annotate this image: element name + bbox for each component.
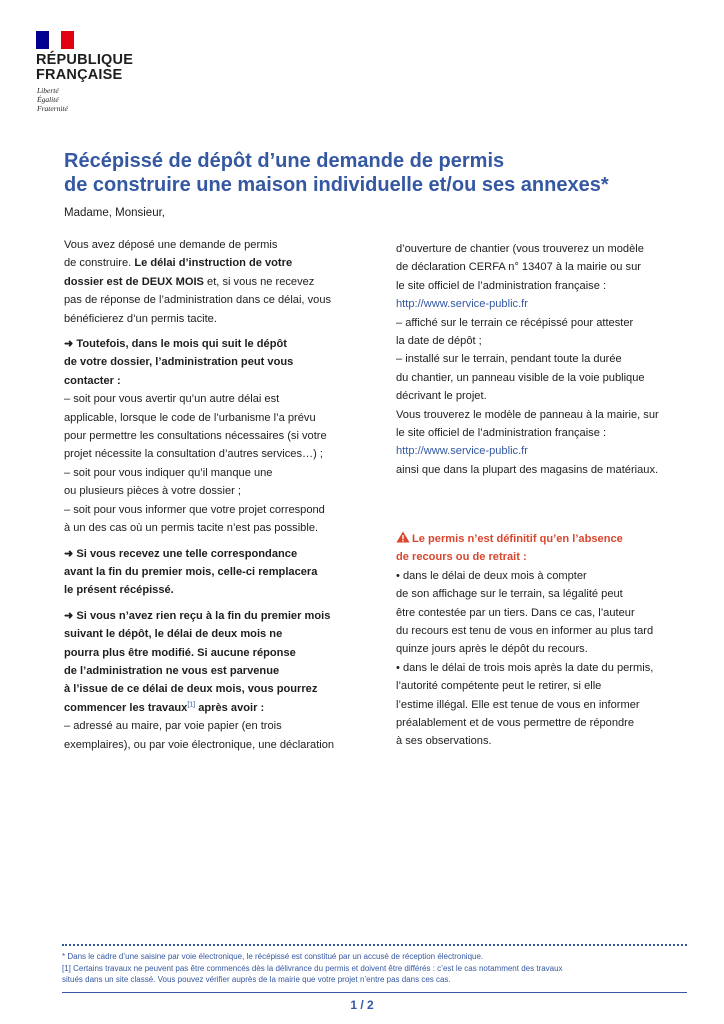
text-line: le site officiel de l’administration française : (396, 279, 607, 292)
list-line: – adressé au maire, par voie papier (en trois (64, 720, 282, 733)
text-line: préalablement et de vous permettre de répondre (396, 717, 635, 730)
section-heading: contacter : (64, 374, 121, 387)
section-heading: de votre dossier, l’administration peut vous (64, 356, 294, 369)
list-line: – soit pour vous avertir qu’un autre délai est (64, 393, 280, 406)
text-line: quinze jours après le dépôt du recours. (396, 643, 588, 656)
section-heading: avant la fin du premier mois, celle-ci remplacera (64, 565, 318, 578)
section-heading: commencer les travaux[1] après avoir : (64, 701, 265, 714)
intro-line: de construire. Le délai d’instruction de votre (64, 257, 293, 270)
salutation: Madame, Monsieur, (64, 207, 165, 219)
list-line: exemplaires), ou par voie électronique, une déclaration (64, 738, 335, 751)
footnotes (62, 951, 692, 986)
intro-line: dossier est de DEUX MOIS et, si vous ne recevez (64, 275, 315, 288)
footnote-electronic: * Dans le cadre d’une saisine par voie électronique, le récépissé est constitué par un accusé de réception électronique. (62, 952, 484, 961)
two-months-text: dossier est de DEUX MOIS (64, 275, 204, 288)
footnote-1-cont: situés dans un site classé. Vous pouvez vérifier auprès de la mairie que votre projet n’entre pas dans ces cas. (62, 975, 451, 984)
motto-fraternite: Fraternité (37, 104, 68, 113)
page-title (64, 149, 684, 197)
footer-line (62, 992, 687, 993)
section-heading: le présent récépissé. (64, 584, 174, 597)
text-line: le site officiel de l’administration française : (396, 427, 607, 440)
text-line: du chantier, un panneau visible de la voie publique (396, 371, 645, 384)
list-line: – soit pour vous informer que votre projet correspond (64, 503, 325, 516)
section-heading: ➜ Si vous n’avez rien reçu à la fin du premier mois (64, 609, 331, 622)
section-heading: ➜ Si vous recevez une telle correspondance (64, 547, 298, 560)
text-line: – installé sur le terrain, pendant toute la durée (396, 353, 622, 366)
text-line: du recours est tenu de vous en informer au plus tard (396, 625, 654, 638)
section-heading: ➜ Toutefois, dans le mois qui suit le dépôt (64, 338, 287, 351)
republique-francaise-flag (36, 31, 74, 49)
text-line: de déclaration CERFA n° 13407 à la mairie ou sur (396, 261, 641, 274)
text-line: d’ouverture de chantier (vous trouverez un modèle (396, 243, 644, 255)
list-line: applicable, lorsque le code de l’urbanisme l’a prévu (64, 411, 316, 424)
list-line: à un des cas où un permis tacite n’est pas possible. (64, 522, 319, 535)
text-line: décrivant le projet. (396, 390, 487, 403)
delay-text: Le délai d’instruction de votre (134, 257, 293, 270)
right-column (396, 240, 696, 479)
list-line: pour permettre les consultations nécessaires (si votre (64, 430, 327, 443)
left-column (64, 236, 379, 754)
footnote-separator (62, 944, 687, 946)
text-line: être contestée par un tiers. Dans ce cas, l’auteur (396, 606, 635, 619)
intro-line: Vous avez déposé une demande de permis (64, 239, 278, 251)
service-public-link[interactable]: http://www.service-public.fr (396, 445, 528, 458)
title-line-1: Récépissé de dépôt d’une demande de permis (64, 150, 505, 172)
list-line: ou plusieurs pièces à votre dossier ; (64, 485, 241, 498)
motto-liberte: Liberté (37, 86, 59, 95)
text-line: ainsi que dans la plupart des magasins de matériaux. (396, 463, 659, 476)
list-line: projet nécessite la consultation d’autres services…) ; (64, 448, 323, 461)
page-number: 1 / 2 (350, 998, 374, 1012)
text-line: Vous trouverez le modèle de panneau à la mairie, sur (396, 408, 659, 421)
warning-icon (396, 531, 410, 543)
logo-line-1: RÉPUBLIQUE (36, 52, 134, 68)
logo-line-2: FRANÇAISE (36, 67, 123, 83)
section-heading: de l’administration ne vous est parvenue (64, 664, 280, 677)
intro-line: bénéficierez d’un permis tacite. (64, 312, 217, 325)
text-line: de son affichage sur le terrain, sa légalité peut (396, 588, 623, 601)
text-line: l’estime illégal. Elle est tenue de vous en informer (396, 698, 640, 711)
section-heading: pourra plus être modifié. Si aucune réponse (64, 646, 296, 659)
text-line: l’autorité compétente peut le retirer, si elle (396, 680, 602, 693)
service-public-link[interactable]: http://www.service-public.fr (396, 298, 528, 311)
warning-heading: Le permis n’est définitif qu’en l’absence (396, 530, 696, 548)
title-line-2: de construire une maison individuelle et/ou ses annexes* (64, 174, 609, 196)
warning-heading: de recours ou de retrait : (396, 551, 527, 564)
list-line: – soit pour vous indiquer qu’il manque une (64, 466, 273, 479)
section-heading: à l’issue de ce délai de deux mois, vous pourrez (64, 683, 318, 696)
intro-line: pas de réponse de l’administration dans ce délai, vous (64, 294, 332, 307)
warning-section (396, 530, 696, 751)
footnote-ref: [1] (187, 701, 196, 709)
text-line: à ses observations. (396, 735, 492, 748)
motto-egalite: Égalité (37, 95, 59, 104)
text-line: – affiché sur le terrain ce récépissé pour attester (396, 316, 634, 329)
text-line: • dans le délai de trois mois après la date du permis, (396, 661, 654, 674)
text-line: la date de dépôt ; (396, 335, 482, 348)
footnote-1: [1] Certains travaux ne peuvent pas être commencés dès la délivrance du permis et doivent être différés : c’est le cas notamment des travaux (62, 963, 563, 973)
text-line: • dans le délai de deux mois à compter (396, 569, 587, 582)
section-heading: suivant le dépôt, le délai de deux mois ne (64, 628, 283, 641)
